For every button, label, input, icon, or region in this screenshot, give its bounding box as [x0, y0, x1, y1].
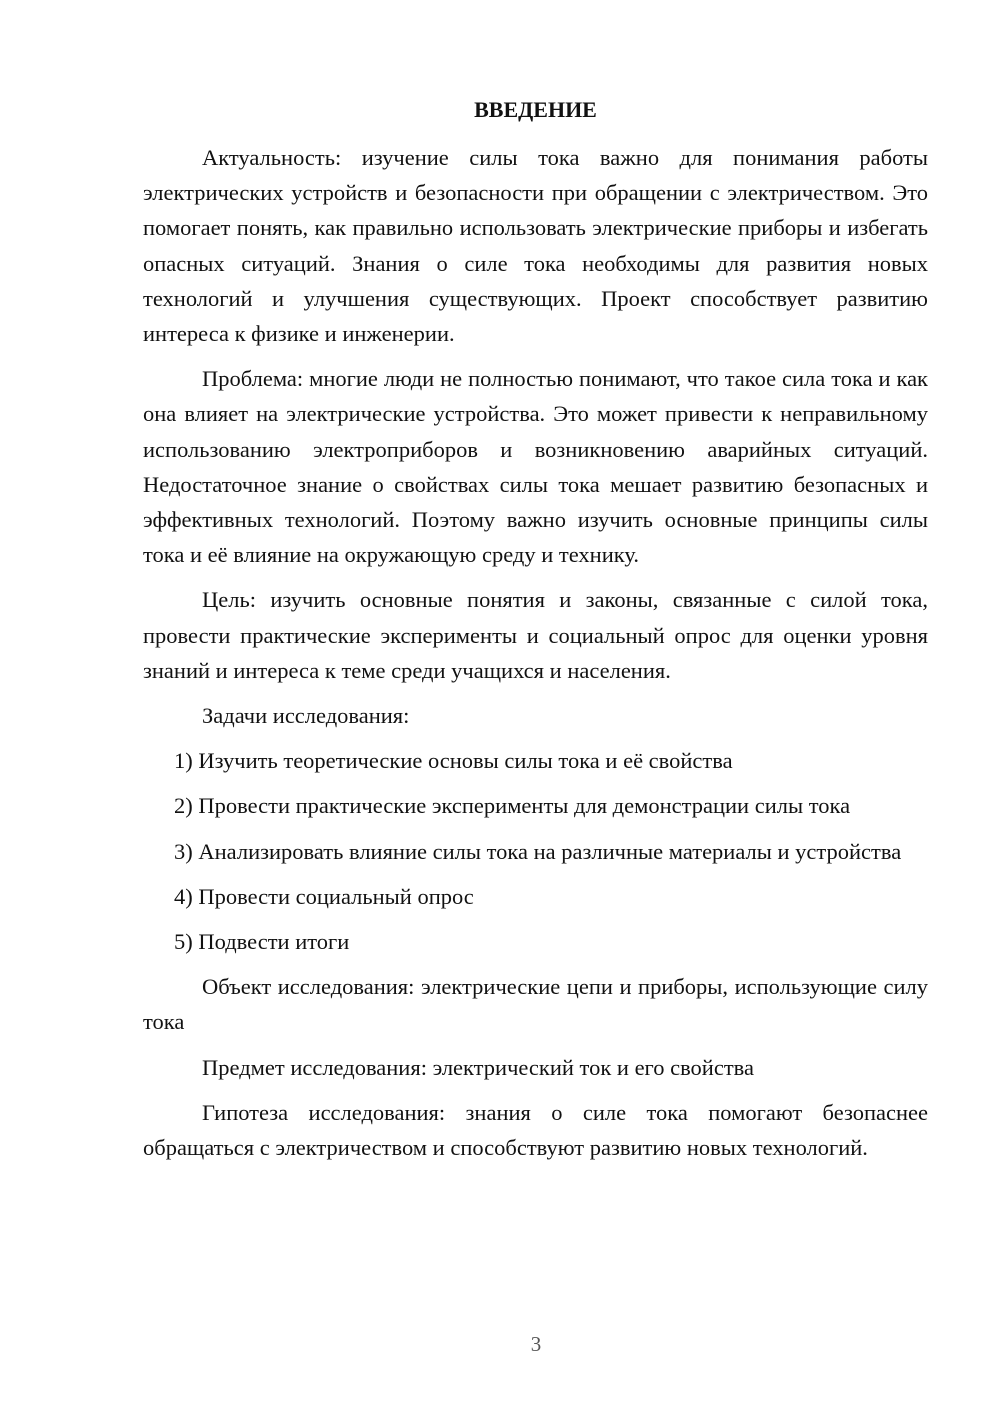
page-number: 3	[530, 1332, 542, 1356]
task-item-1: 1) Изучить теоретические основы силы тока и её свойства	[174, 748, 733, 774]
task-item-4: 4) Провести социальный опрос	[174, 883, 474, 909]
subject-paragraph: Предмет исследования: электрический ток и его свойства	[202, 1054, 754, 1080]
hypothesis-paragraph: Гипотеза исследования: знания о силе тока помогают безопаснее обращаться с электричеством и способствуют развитию новых технологий.	[143, 1099, 928, 1161]
object-paragraph: Объект исследования: электрические цепи и приборы, использующие силу тока	[143, 974, 928, 1035]
document-page	[143, 94, 928, 1175]
goal-paragraph: Цель: изучить основные понятия и законы, связанные с силой тока, провести практические эксперименты и социальный опрос для оценки уровня знаний и интереса к теме среди учащихся и населения.	[143, 587, 928, 683]
problem-paragraph: Проблема: многие люди не полностью понимают, что такое сила тока и как она влияет на электрические устройства. Это может привести к неправильному использованию электроприборов и возникновению аварийных ситуаций. Недостаточное знание о свойствах силы тока мешает развитию безопасных и эффективных технологий. Поэтому важно изучить основные принципы силы тока и её влияние на окружающую среду и технику.	[143, 366, 928, 568]
relevance-paragraph: Актуальность: изучение силы тока важно для понимания работы электрических устройств и безопасности при обращении с электричеством. Это помогает понять, как правильно использовать электрические приборы и избегать опасных ситуаций. Знания о силе тока необходимы для развития новых технологий и улучшения существующих. Проект способствует развитию интереса к физике и инженерии.	[143, 145, 928, 347]
task-item-3: 3) Анализировать влияние силы тока на различные материалы и устройства	[174, 838, 902, 864]
page-title: ВВЕДЕНИЕ	[474, 97, 597, 122]
task-item-2: 2) Провести практические эксперименты для демонстрации силы тока	[174, 793, 851, 819]
task-item-5: 5) Подвести итоги	[174, 929, 350, 955]
tasks-title: Задачи исследования:	[202, 703, 410, 729]
